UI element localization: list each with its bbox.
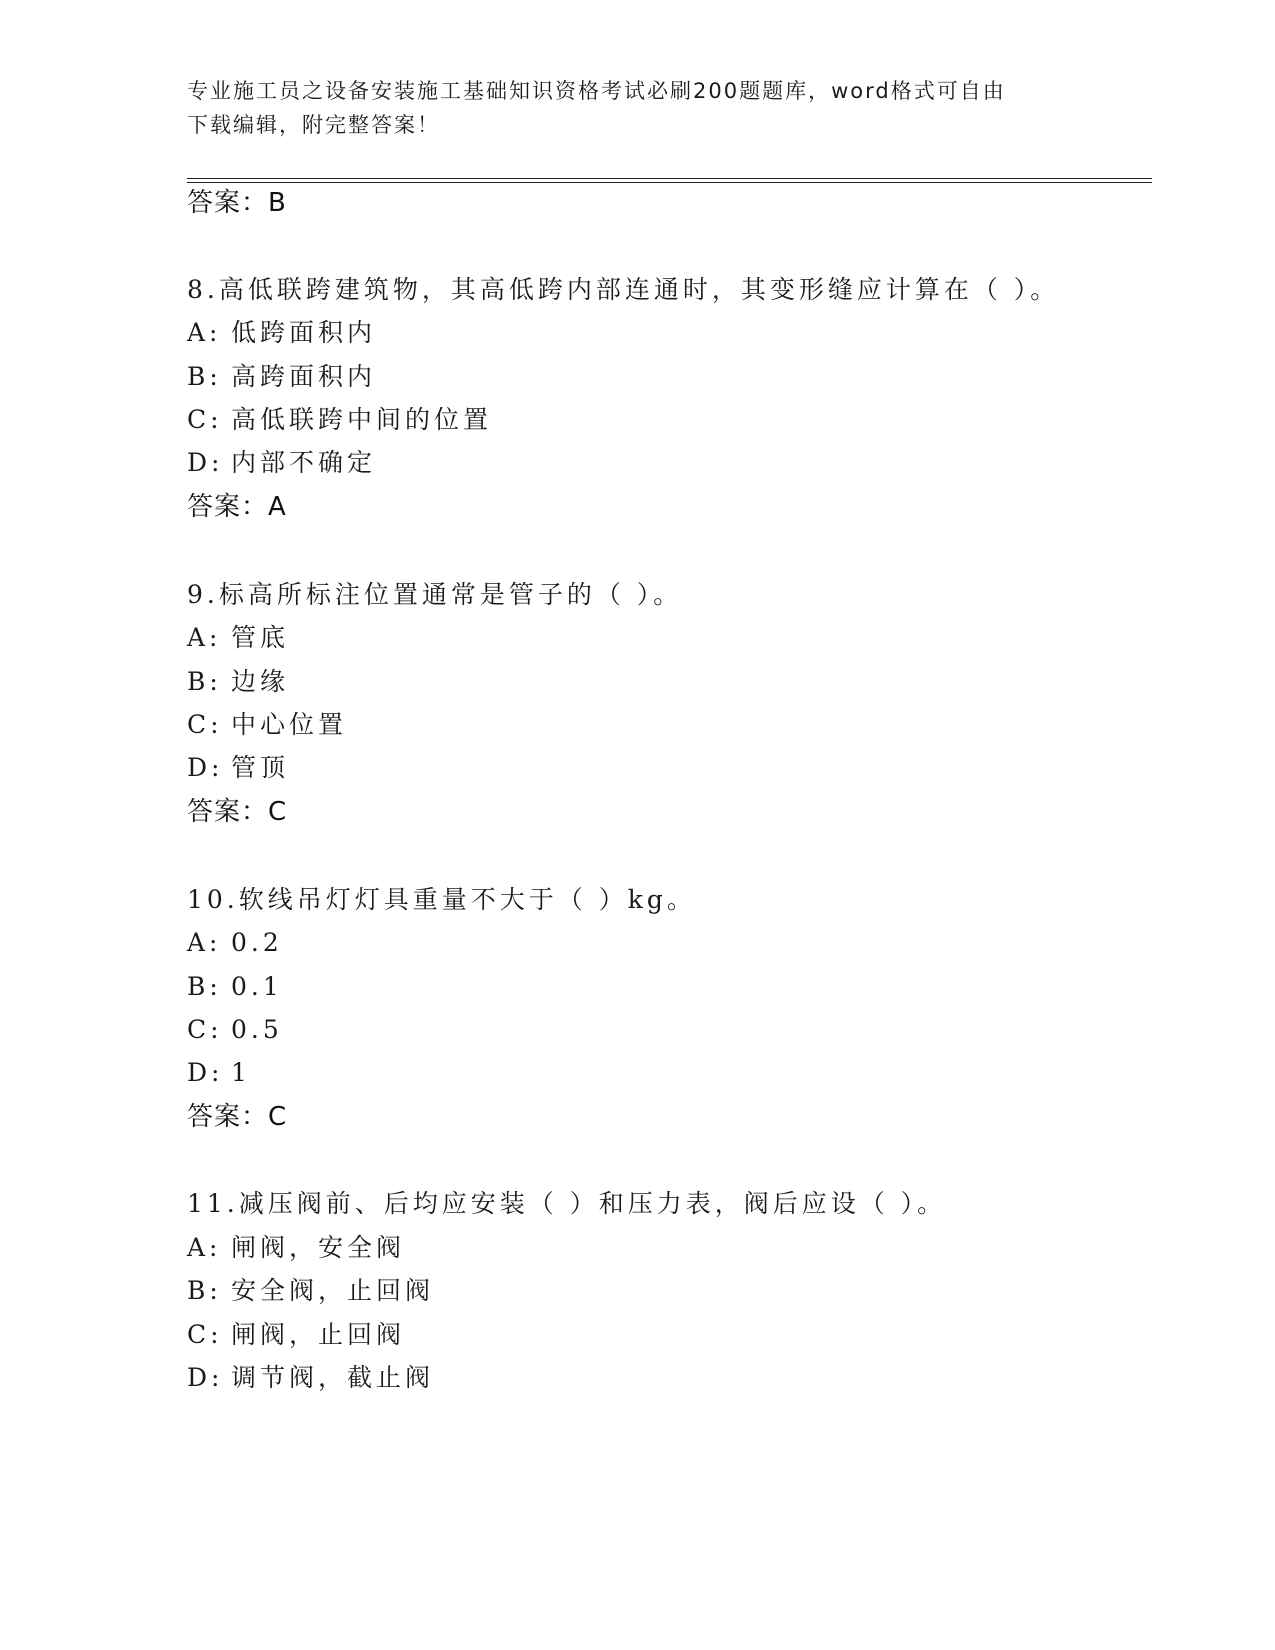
option-text: 1: [231, 1058, 251, 1087]
header-divider-top: [187, 178, 1152, 179]
question-9-option-d: [187, 751, 289, 785]
option-key: A:: [187, 1233, 222, 1262]
option-text: 0.5: [231, 1015, 283, 1044]
option-key: C:: [187, 710, 223, 739]
option-text: 闸阀，止回阀: [231, 1320, 406, 1349]
question-8-option-d: [187, 446, 376, 480]
option-key: B:: [187, 972, 222, 1001]
option-key: B:: [187, 667, 222, 696]
document-header: [187, 74, 1087, 142]
option-text: 0.2: [231, 928, 283, 957]
option-key: A:: [187, 623, 222, 652]
option-text: 管底: [231, 623, 290, 652]
question-8-stem: 8.高低联跨建筑物，其高低跨内部连通时，其变形缝应计算在（ ）。: [187, 275, 1060, 304]
question-9-answer: 答案：C: [187, 797, 288, 827]
option-text: 闸阀，安全阀: [231, 1233, 406, 1262]
option-key: A:: [187, 318, 222, 347]
option-key: D:: [187, 1363, 224, 1392]
option-key: C:: [187, 1015, 223, 1044]
option-text: 调节阀，截止阀: [231, 1363, 435, 1392]
question-10-answer: 答案：C: [187, 1102, 288, 1132]
question-10-option-d: [187, 1056, 251, 1090]
question-9-option-c: [187, 708, 347, 742]
option-text: 管顶: [231, 753, 290, 782]
option-key: B:: [187, 362, 222, 391]
option-text: 中心位置: [231, 710, 348, 739]
option-text: 高低联跨中间的位置: [231, 405, 493, 434]
previous-answer: 答案：B: [187, 188, 287, 218]
option-key: B:: [187, 1276, 222, 1305]
question-10-option-a: [187, 926, 283, 960]
option-text: 内部不确定: [231, 448, 377, 477]
header-title-line-1: 专业施工员之设备安装施工基础知识资格考试必刷200题题库，word格式可自由: [187, 79, 1006, 103]
question-8-option-c: [187, 403, 492, 437]
option-text: 低跨面积内: [231, 318, 377, 347]
header-title-line-2: 下载编辑，附完整答案！: [187, 113, 440, 137]
question-8-option-b: [187, 360, 376, 394]
option-key: D:: [187, 753, 224, 782]
question-8-answer: 答案：A: [187, 492, 287, 522]
question-9-stem: 9.标高所标注位置通常是管子的（ ）。: [187, 580, 683, 609]
question-9-option-b: [187, 665, 289, 699]
option-key: A:: [187, 928, 222, 957]
question-9-option-a: [187, 621, 289, 655]
option-key: C:: [187, 1320, 223, 1349]
question-11-option-d: [187, 1361, 434, 1395]
option-key: C:: [187, 405, 223, 434]
header-divider-bottom: [187, 182, 1152, 183]
question-11-option-a: [187, 1231, 405, 1265]
question-11-option-b: [187, 1274, 434, 1308]
option-key: D:: [187, 448, 224, 477]
option-key: D:: [187, 1058, 224, 1087]
question-8-option-a: [187, 316, 376, 350]
question-11-stem: 11.减压阀前、后均应安装（ ）和压力表，阀后应设（ ）。: [187, 1189, 947, 1218]
question-10-option-c: [187, 1013, 283, 1047]
question-10-stem: 10.软线吊灯灯具重量不大于（ ）kg。: [187, 885, 696, 914]
option-text: 边缘: [231, 667, 290, 696]
question-10-option-b: [187, 970, 283, 1004]
option-text: 安全阀，止回阀: [231, 1276, 435, 1305]
question-11-option-c: [187, 1318, 405, 1352]
option-text: 高跨面积内: [231, 362, 377, 391]
option-text: 0.1: [231, 972, 283, 1001]
